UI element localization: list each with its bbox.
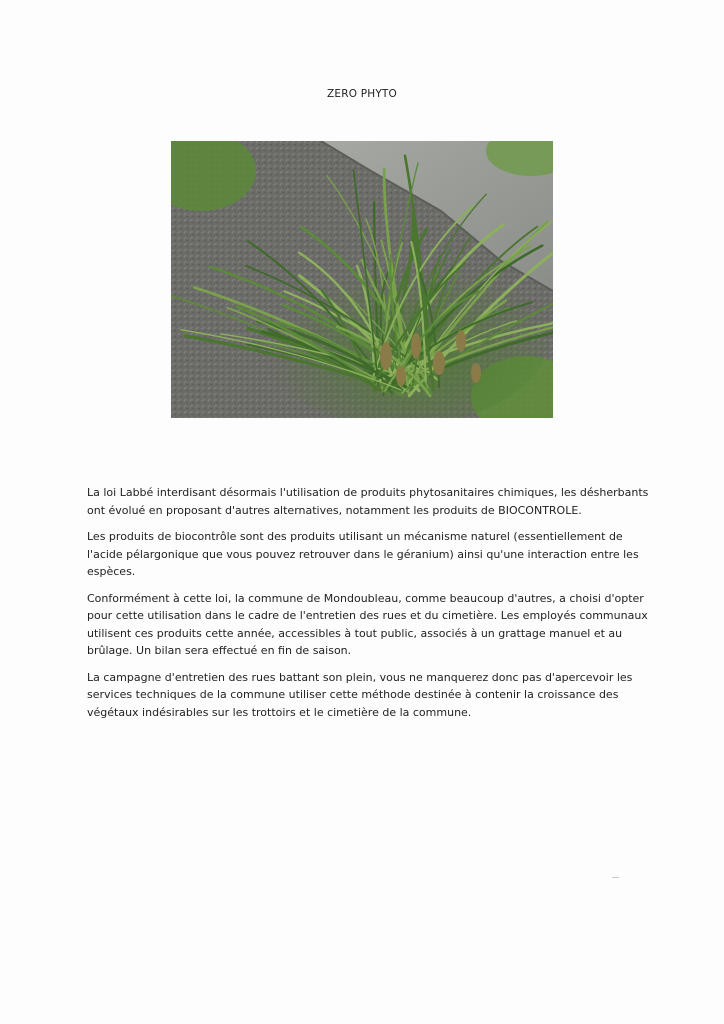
paragraph-3: Conformément à cette loi, la commune de Mondoubleau, comme beaucoup d'autres, a choisi d'opter pour cette utilisation dans le cadre de l'entretien des rues et du cimetière. Les employés communaux utilisent ces produits cette année, accessibles à tout public, associés à un grattage manuel et au brûlage. Un bilan sera effectué en fin de saison.: [87, 591, 648, 657]
weed-photo: [171, 141, 553, 418]
scan-speck: [612, 877, 619, 878]
paragraph-4: La campagne d'entretien des rues battant son plein, vous ne manquerez donc pas d'apercevoir les services techniques de la commune utiliser cette méthode destinée à contenir la croissance des végétaux indésirables sur les trottoirs et le cimetière de la commune.: [87, 670, 633, 719]
body-text: [87, 484, 652, 730]
paragraph-1: La loi Labbé interdisant désormais l'utilisation de produits phytosanitaires chimiques, les désherbants ont évolué en proposant d'autres alternatives, notamment les produits de BIOCONTROLE.: [87, 486, 649, 517]
document-title: ZERO PHYTO: [326, 88, 398, 100]
paragraph-2: Les produits de biocontrôle sont des produits utilisant un mécanisme naturel (essentiellement de l'acide pélargonique que vous pouvez retrouver dans le géranium) ainsi qu'une interaction entre les espèces.: [87, 530, 639, 578]
weed-photo-image: [171, 141, 553, 418]
